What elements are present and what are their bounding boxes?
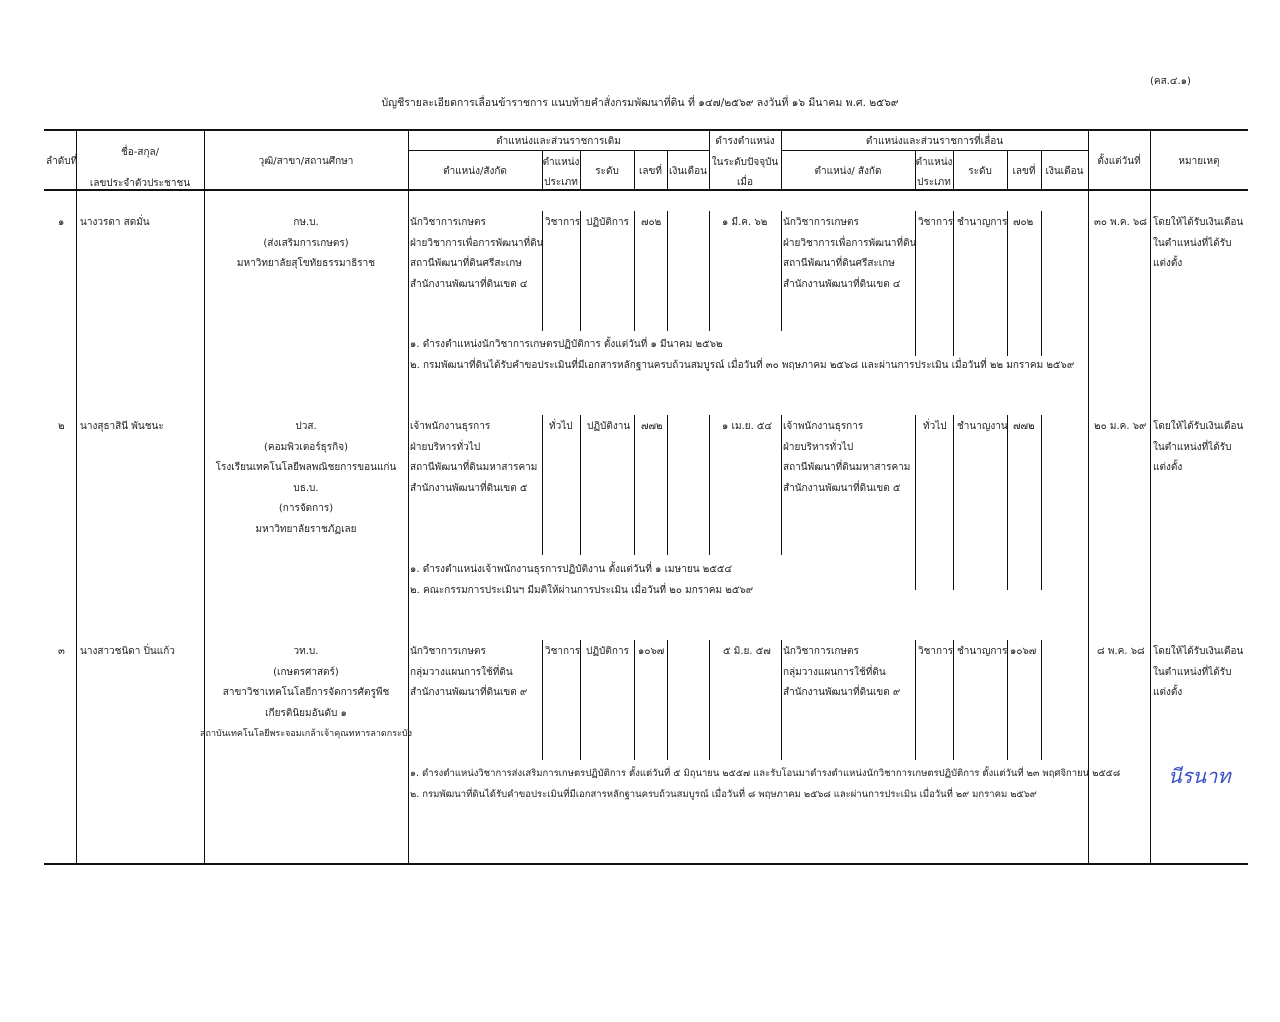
header-old-group: ตำแหน่งและส่วนราชการเดิม — [496, 136, 621, 147]
document-code: (คส.๔.๑) — [1150, 76, 1191, 87]
header-degree: วุฒิ/สาขา/สถานศึกษา — [258, 156, 354, 167]
row-new-position: นักวิชาการเกษตร กลุ่มวางแผนการใช้ที่ดิน สำนักงานพัฒนาที่ดินเขต ๙ — [783, 646, 901, 698]
row-old-position: เจ้าพนักงานธุรการ ฝ่ายบริหารทั่วไป สถานีพัฒนาที่ดินมหาสารคาม สำนักงานพัฒนาที่ดินเขต ๕ — [410, 421, 538, 494]
signature: นีรนาท — [1168, 764, 1231, 788]
row-new-position: เจ้าพนักงานธุรการ ฝ่ายบริหารทั่วไป สถานีพัฒนาที่ดินมหาสารคาม สำนักงานพัฒนาที่ดินเขต ๕ — [783, 421, 911, 494]
row-old-number: ๑๐๖๗ — [638, 646, 665, 657]
row-new-type: วิชาการ — [918, 646, 954, 657]
header-new-position: ตำแหน่ง/ สังกัด — [814, 166, 882, 177]
header-old-type-line1: ตำแหน่ง — [542, 157, 580, 168]
row-remark: โดยให้ได้รับเงินเดือน ในตำแหน่งที่ได้รับ แต่งตั้ง — [1153, 217, 1244, 269]
row-new-type: วิชาการ — [918, 217, 954, 228]
header-old-salary: เงินเดือน — [669, 166, 707, 177]
row-new-level: ชำนาญการ — [957, 646, 1008, 657]
row-old-level: ปฏิบัติการ — [586, 646, 629, 657]
header-new-level: ระดับ — [968, 166, 992, 177]
row-new-level: ชำนาญการ — [957, 217, 1008, 228]
header-hold-line3: เมื่อ — [736, 177, 753, 188]
row-since: ๓๐ พ.ค. ๖๘ — [1094, 217, 1147, 228]
row-order: ๑ — [58, 217, 65, 228]
row-degree: วท.บ. (เกษตรศาสตร์) สาขาวิชาเทคโนโลยีการจัดการศัตรูพืช เกียรตินิยมอันดับ ๑ สถาบันเทคโนโลยีพระจอมเกล้าเจ้าคุณทหารลาดกระบัง — [200, 646, 412, 739]
header-new-type-line2: ประเภท — [917, 177, 951, 188]
header-new-number: เลขที่ — [1012, 166, 1036, 177]
row-name: นางวรดา สดมั่น — [80, 217, 150, 228]
row-new-type: ทั่วไป — [923, 421, 947, 432]
row-new-number: ๗๗๒ — [1013, 421, 1035, 432]
row-hold-date: ๕ มิ.ย. ๕๗ — [723, 646, 771, 657]
row-old-number: ๗๗๒ — [641, 421, 663, 432]
header-since: ตั้งแต่วันที่ — [1097, 156, 1141, 167]
header-remark: หมายเหตุ — [1178, 156, 1220, 167]
row-notes: ๑. ดำรงตำแหน่งเจ้าพนักงานธุรการปฏิบัติงาน ตั้งแต่วันที่ ๑ เมษายน ๒๕๕๔ ๒. คณะกรรมการประเมินฯ มีมติให้ผ่านการประเมิน เมื่อวันที่ ๒๐ มกราคม ๒๕๖๙ — [410, 564, 754, 596]
header-old-type-line2: ประเภท — [544, 177, 578, 188]
row-notes: ๑. ดำรงตำแหน่งนักวิชาการเกษตรปฏิบัติการ ตั้งแต่วันที่ ๑ มีนาคม ๒๕๖๒ ๒. กรมพัฒนาที่ดินได้รับคำขอประเมินที่มีเอกสารหลักฐานครบถ้วนสมบูรณ์ เมื่อวันที่ ๓๐ พฤษภาคม ๒๕๖๘ และผ่านการประเมิน เมื่อวันที่ ๒๒ มกราคม ๒๕๖๙ — [410, 339, 1075, 371]
header-name-line2: เลขประจำตัวประชาชน — [89, 178, 191, 189]
row-old-position: นักวิชาการเกษตร ฝ่ายวิชาการเพื่อการพัฒนาที่ดิน สถานีพัฒนาที่ดินศรีสะเกษ สำนักงานพัฒนาที่ดินเขต ๔ — [410, 217, 544, 290]
header-order: ลำดับที่ — [46, 156, 78, 167]
header-old-number: เลขที่ — [639, 166, 662, 177]
row-old-type: ทั่วไป — [549, 421, 573, 432]
row-order: ๒ — [58, 421, 65, 432]
row-new-number: ๗๐๒ — [1013, 217, 1034, 228]
row-remark: โดยให้ได้รับเงินเดือน ในตำแหน่งที่ได้รับ แต่งตั้ง — [1153, 421, 1244, 473]
header-new-salary: เงินเดือน — [1045, 166, 1084, 177]
header-hold-line1: ดำรงตำแหน่ง — [715, 136, 775, 147]
row-old-number: ๗๐๒ — [641, 217, 662, 228]
row-name: นางสุธาสินี พันชนะ — [80, 421, 164, 432]
row-new-number: ๑๐๖๗ — [1010, 646, 1037, 657]
row-order: ๓ — [58, 646, 65, 657]
row-remark: โดยให้ได้รับเงินเดือน ในตำแหน่งที่ได้รับ แต่งตั้ง — [1153, 646, 1244, 698]
row-old-level: ปฏิบัติงาน — [587, 421, 631, 432]
row-old-type: วิชาการ — [545, 217, 581, 228]
row-hold-date: ๑ เม.ย. ๕๔ — [722, 421, 773, 432]
row-since: ๒๐ ม.ค. ๖๙ — [1094, 421, 1147, 432]
row-degree: กษ.บ. (ส่งเสริมการเกษตร) มหาวิทยาลัยสุโขทัยธรรมาธิราช — [236, 217, 376, 269]
row-old-position: นักวิชาการเกษตร กลุ่มวางแผนการใช้ที่ดิน สำนักงานพัฒนาที่ดินเขต ๙ — [410, 646, 528, 698]
header-old-level: ระดับ — [595, 166, 619, 177]
row-notes: ๑. ดำรงตำแหน่งวิชาการส่งเสริมการเกษตรปฏิบัติการ ตั้งแต่วันที่ ๕ มิถุนายน ๒๕๕๗ และรับโอนมาดำรงตำแหน่งนักวิชาการเกษตรปฏิบัติการ ตั้งแต่วันที่ ๒๓ พฤศจิกายน ๒๕๕๘ ๒. กรมพัฒนาที่ดินได้รับคำขอประเมินที่มีเอกสารหลักฐานครบถ้วนสมบูรณ์ เมื่อวันที่ ๘ พฤษภาคม ๒๕๖๘ และผ่านการประเมิน เมื่อวันที่ ๒๙ มกราคม ๒๕๖๙ — [410, 768, 1121, 800]
header-new-type-line1: ตำแหน่ง — [915, 157, 953, 168]
document-title: บัญชีรายละเอียดการเลื่อนข้าราชการ แนบท้ายคำสั่งกรมพัฒนาที่ดิน ที่ ๑๔๗/๒๕๖๙ ลงวันที่ ๑๖ มีนาคม พ.ศ. ๒๕๖๙ — [381, 97, 899, 109]
header-old-position: ตำแหน่ง/สังกัด — [443, 166, 507, 177]
row-old-type: วิชาการ — [545, 646, 581, 657]
row-new-level: ชำนาญงาน — [957, 421, 1008, 432]
row-degree: ปวส. (คอมพิวเตอร์ธุรกิจ) โรงเรียนเทคโนโลยีพลพณิชยการขอนแก่น บธ.บ. (การจัดการ) มหาวิทยาลัยราชภัฏเลย — [215, 421, 397, 535]
row-hold-date: ๑ มี.ค. ๖๒ — [722, 217, 768, 228]
header-name-line1: ชื่อ-สกุล/ — [120, 147, 160, 158]
row-new-position: นักวิชาการเกษตร ฝ่ายวิชาการเพื่อการพัฒนาที่ดิน สถานีพัฒนาที่ดินศรีสะเกษ สำนักงานพัฒนาที่ดินเขต ๔ — [783, 217, 917, 290]
row-old-level: ปฏิบัติการ — [586, 217, 629, 228]
row-since: ๘ พ.ค. ๖๘ — [1097, 646, 1145, 657]
header-hold-line2: ในระดับปัจจุบัน — [711, 157, 779, 168]
row-name: นางสาวชนิดา ปิ่นแก้ว — [80, 646, 175, 657]
header-new-group: ตำแหน่งและส่วนราชการที่เลื่อน — [865, 136, 1004, 147]
